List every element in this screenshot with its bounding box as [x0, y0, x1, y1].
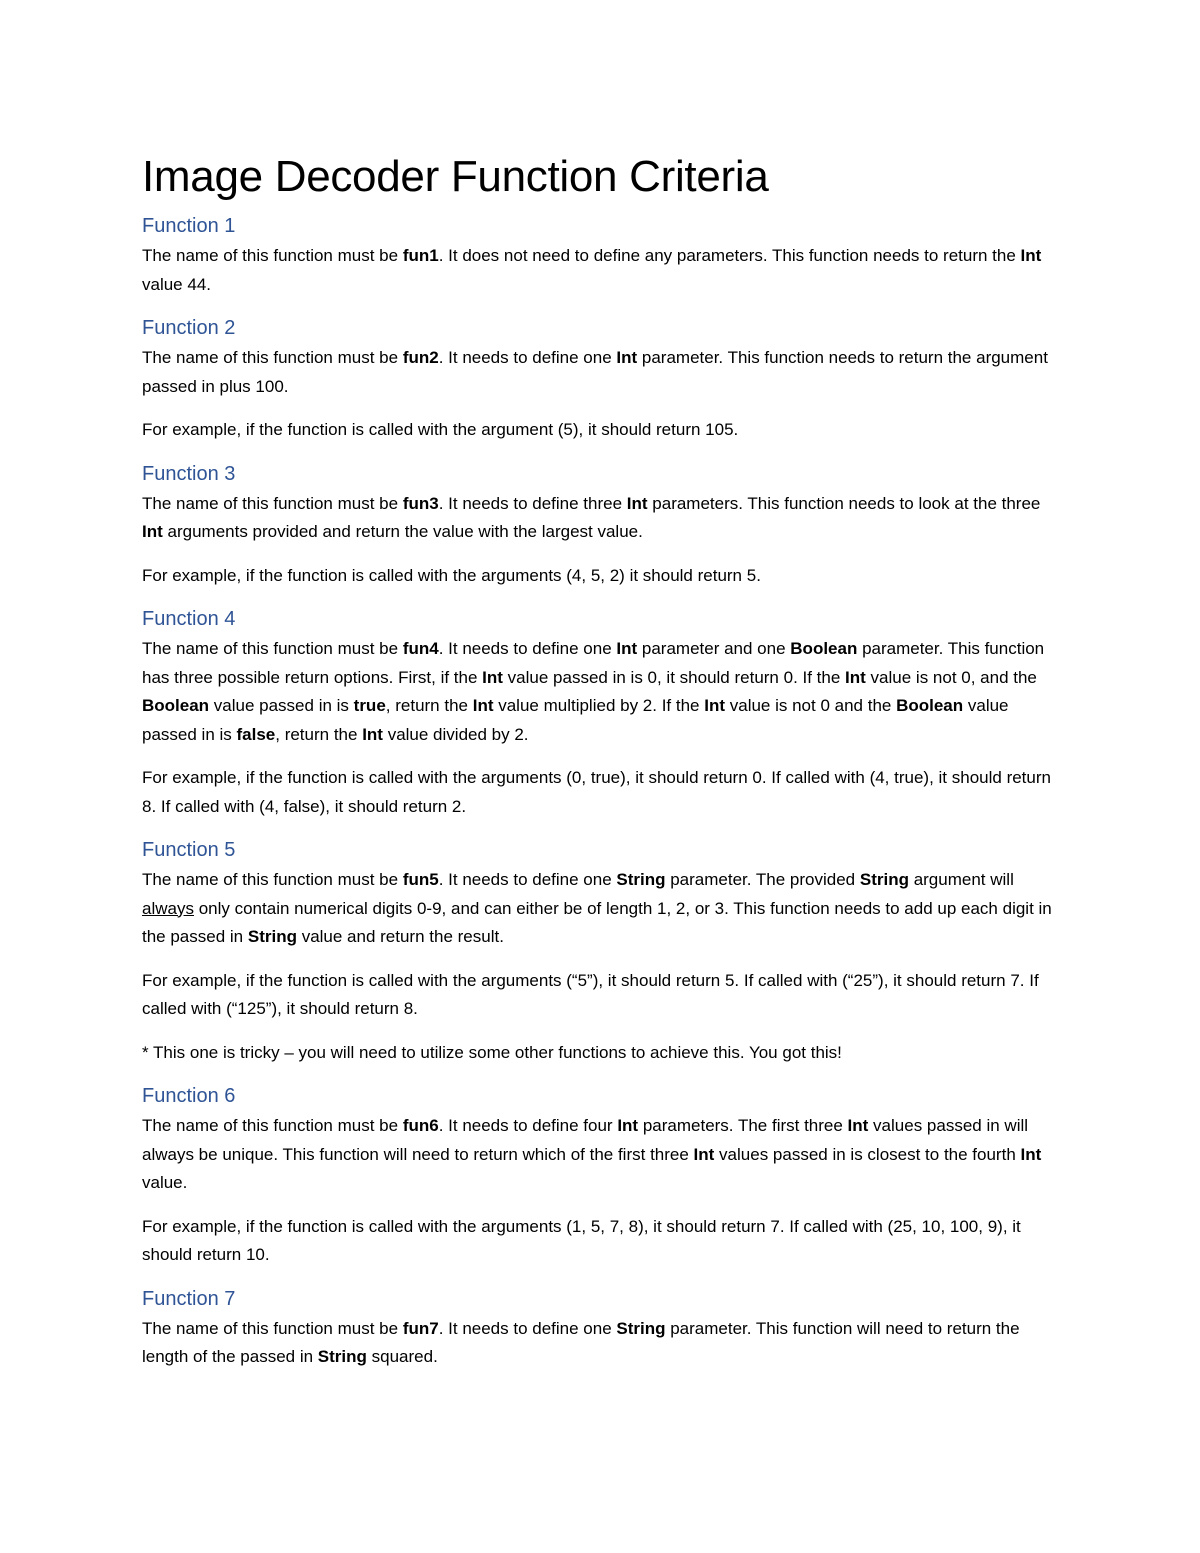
text-run: parameter. This function needs to return the argument passed in plus 100.	[142, 348, 1048, 396]
paragraph	[142, 866, 1058, 952]
text-run: The name of this function must be	[142, 348, 403, 367]
bold-term: Boolean	[790, 639, 858, 658]
section-heading: Function 6	[142, 1085, 236, 1107]
page-title: Image Decoder Function Criteria	[142, 152, 769, 201]
sections	[142, 212, 1058, 1372]
section-function-5	[142, 836, 1058, 1067]
bold-term: Int	[693, 1144, 715, 1164]
text-run: value.	[142, 1173, 188, 1192]
bold-term: String	[859, 870, 909, 889]
bold-term: Int	[847, 1116, 869, 1135]
text-run: For example, if the function is called with the arguments (“5”), it should return 5. If called with (“25”), it should return 7. If called with (“125”), it should return 8.	[142, 970, 1039, 1018]
paragraph	[142, 490, 1058, 547]
paragraph	[142, 242, 1058, 299]
section-function-3	[142, 460, 1058, 591]
bold-term: Int	[704, 696, 726, 715]
text-run: parameter. This function has three possible return options. First, if the	[142, 639, 1045, 687]
section-function-4	[142, 605, 1058, 821]
bold-term: Int	[616, 348, 638, 367]
bold-term: false	[236, 724, 276, 744]
paragraph	[142, 1039, 1058, 1068]
text-run: value and return the result.	[296, 927, 504, 946]
text-run: The name of this function must be	[142, 493, 403, 513]
text-run: For example, if the function is called with the arguments (4, 5, 2) it should return 5.	[142, 565, 761, 585]
text-run: values passed in is closest to the fourth	[714, 1144, 1021, 1164]
paragraph	[142, 1315, 1058, 1372]
text-run: . It needs to define three	[438, 493, 627, 513]
bold-term: Int	[616, 639, 638, 658]
bold-term: Int	[626, 493, 648, 513]
text-run: parameters. The first three	[638, 1116, 848, 1135]
text-run: value is not 0 and the	[725, 696, 897, 715]
section-heading: Function 4	[142, 608, 236, 630]
bold-term: fun5	[402, 870, 439, 889]
bold-term: Int	[362, 724, 383, 744]
paragraph	[142, 764, 1058, 821]
text-run: The name of this function must be	[142, 1318, 403, 1338]
text-run: . It does not need to define any parameters. This function needs to return the	[438, 246, 1021, 265]
bold-term: Boolean	[896, 696, 964, 715]
text-run: value 44.	[142, 274, 211, 294]
text-run: . It needs to define one	[438, 870, 617, 889]
text-run: squared.	[366, 1347, 438, 1366]
underlined-term: always	[142, 898, 194, 918]
text-run: argument will	[908, 870, 1014, 889]
text-run: only contain numerical digits 0-9, and can either be of length 1, 2, or 3. This function needs to add up each digit in the passed in	[142, 898, 1052, 946]
section-heading: Function 7	[142, 1287, 236, 1310]
paragraph	[142, 1112, 1058, 1198]
text-run: . It needs to define one	[438, 1318, 617, 1338]
section-function-6	[142, 1082, 1058, 1270]
paragraph	[142, 416, 1058, 445]
text-run: value divided by 2.	[382, 724, 529, 744]
text-run: value passed in is 0, it should return 0. If the	[502, 667, 846, 687]
paragraph	[142, 635, 1058, 749]
text-run: value multiplied by 2. If the	[493, 696, 705, 715]
text-run: value passed in is	[209, 696, 354, 715]
bold-term: String	[616, 1318, 666, 1338]
section-function-2	[142, 314, 1058, 445]
text-run: arguments provided and return the value with the largest value.	[162, 522, 643, 541]
section-heading: Function 3	[142, 462, 236, 485]
text-run: . It needs to define one	[438, 348, 617, 367]
section-heading: Function 2	[142, 317, 236, 339]
bold-term: Int	[617, 1116, 639, 1135]
text-run: parameters. This function needs to look at the three	[647, 493, 1041, 513]
bold-term: fun6	[402, 1116, 439, 1135]
bold-term: Int	[1020, 1144, 1042, 1164]
text-run: The name of this function must be	[142, 639, 403, 658]
text-run: For example, if the function is called with the argument (5), it should return 105.	[142, 420, 739, 439]
paragraph	[142, 1213, 1058, 1270]
text-run: value is not 0, and the	[865, 667, 1037, 687]
text-run: , return the	[385, 696, 473, 715]
bold-term: Boolean	[142, 696, 210, 715]
text-run: parameter. This function will need to return the length of the passed in	[142, 1318, 1020, 1366]
bold-term: Int	[142, 522, 163, 541]
bold-term: String	[616, 870, 666, 889]
bold-term: Int	[845, 667, 866, 687]
bold-term: fun2	[402, 348, 439, 367]
text-run: parameter. The provided	[665, 870, 860, 889]
text-run: parameter and one	[637, 639, 791, 658]
text-run: The name of this function must be	[142, 246, 403, 265]
bold-term: Int	[482, 667, 503, 687]
bold-term: fun1	[402, 246, 439, 265]
text-run: The name of this function must be	[142, 1116, 403, 1135]
paragraph	[142, 562, 1058, 591]
bold-term: String	[317, 1347, 367, 1366]
section-function-1	[142, 212, 1058, 299]
text-run: * This one is tricky – you will need to utilize some other functions to achieve this. You got this!	[142, 1042, 842, 1062]
bold-term: fun3	[402, 493, 439, 513]
paragraph	[142, 344, 1058, 401]
text-run: For example, if the function is called with the arguments (0, true), it should return 0. If called with (4, true), it should return 8. If called with (4, false), it should return 2.	[142, 768, 1051, 816]
bold-term: true	[353, 696, 386, 715]
text-run: . It needs to define four	[438, 1116, 618, 1135]
text-run: The name of this function must be	[142, 870, 403, 889]
section-heading: Function 5	[142, 839, 236, 861]
text-run: , return the	[275, 724, 363, 744]
text-run: For example, if the function is called with the arguments (1, 5, 7, 8), it should return 7. If called with (25, 10, 100, 9), it should return 10.	[142, 1216, 1021, 1264]
text-run: values passed in will always be unique. This function will need to return which of the first three	[142, 1116, 1029, 1164]
bold-term: Int	[1020, 246, 1042, 265]
bold-term: fun7	[402, 1318, 439, 1338]
section-function-7	[142, 1285, 1058, 1372]
text-run: value passed in is	[142, 696, 1009, 744]
text-run: . It needs to define one	[438, 639, 617, 658]
paragraph	[142, 967, 1058, 1024]
section-heading: Function 1	[142, 215, 236, 237]
bold-term: fun4	[402, 639, 439, 658]
bold-term: String	[247, 927, 297, 946]
bold-term: Int	[472, 696, 494, 715]
